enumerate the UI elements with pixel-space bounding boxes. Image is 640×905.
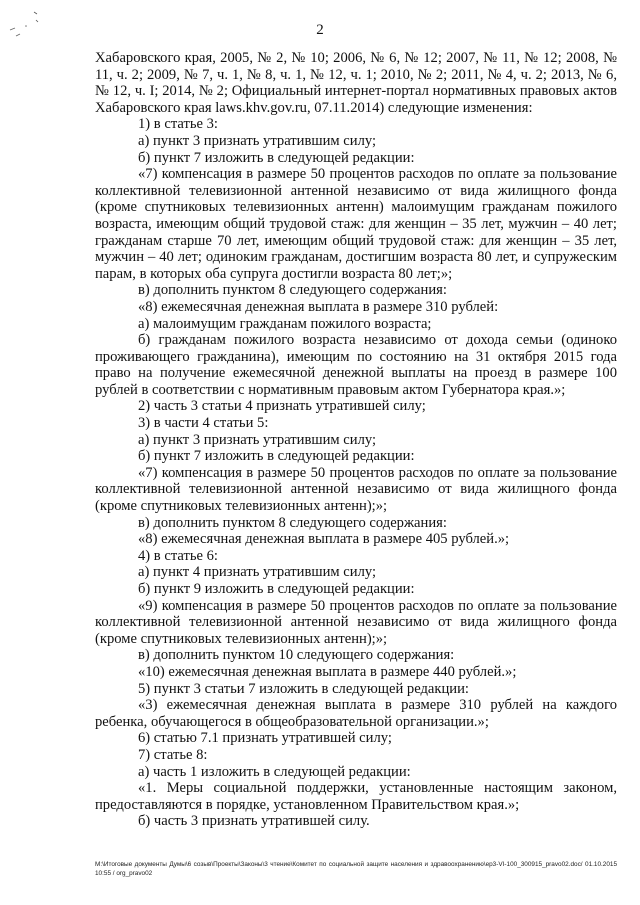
paragraph: «10) ежемесячная денежная выплата в размере 440 рублей.»; [138,663,517,680]
paragraph: «7) компенсация в размере 50 процентов расходов по оплате за пользование коллективной телевизионной антенной независимо от вида жилищного фонда (кроме спутниковых телевизионных антенн);»; [95,464,617,515]
page-number: 2 [316,22,324,38]
paragraph: б) пункт 7 изложить в следующей редакции: [138,448,415,465]
paragraph: Хабаровского края, 2005, № 2, № 10; 2006, № 6, № 12; 2007, № 11, № 12; 2008, № 11, ч. 2; 2009, № 7, ч. 1, № 8, ч. 1, № 12, ч. 1; 2010, № 2; 2011, № 4, ч. 2; 2013, № 6, № 12, ч. I; 2014, № 2; Официальный интернет-портал нормативных правовых актов Хабаровского края laws.khv.gov.ru, 07.11.2014) следующие изменения: [95,50,617,116]
file-path-footer: M:\Итоговые документы Думы\6 созыв\Проекты\Законы\3 чтение\Комитет по социальной защите населения и здравоохранению\ep3-VI-100_300915_pravo02.doc/ 01.10.2015 10:55 / org_pravo02 [95,861,617,877]
paragraph: а) пункт 3 признать утратившим силу; [138,431,377,448]
paragraph: в) дополнить пунктом 10 следующего содержания: [138,647,455,664]
paragraph: 1) в статье 3: [138,116,218,133]
paragraph: 7) статье 8: [138,746,208,763]
paragraph: 3) в части 4 статьи 5: [138,415,269,432]
paragraph: «3) ежемесячная денежная выплата в размере 310 рублей на каждого ребенка, обучающегося в общеобразовательной организации.»; [95,697,617,730]
paragraph: б) пункт 7 изложить в следующей редакции: [138,149,415,166]
paragraph: а) пункт 3 признать утратившим силу; [138,132,377,149]
paragraph: «8) ежемесячная денежная выплата в размере 405 рублей.»; [138,531,510,548]
paragraph: а) малоимущим гражданам пожилого возраста; [138,315,432,332]
paragraph: 6) статью 7.1 признать утратившей силу; [138,730,392,747]
paragraph: «9) компенсация в размере 50 процентов расходов по оплате за пользование коллективной телевизионной антенной независимо от вида жилищного фонда (кроме спутниковых телевизионных антенн);»; [95,597,617,647]
paragraph: 4) в статье 6: [138,547,218,564]
paragraph: а) пункт 4 признать утратившим силу; [138,564,377,581]
paragraph: б) гражданам пожилого возраста независимо от дохода семьи (одиноко проживающего гражданина), имеющим по состоянию на 31 октября 2015 года право на получение ежемесячной денежной выплаты на проезд в размере 100 рублей в соответствии с нормативным правовым актом Губернатора края.»; [95,332,617,398]
paragraph: «7) компенсация в размере 50 процентов расходов по оплате за пользование коллективной телевизионной антенной независимо от вида жилищного фонда (кроме спутниковых телевизионных антенн) малоимущим гражданам пожилого возраста, имеющим общий трудовой стаж: для женщин – 35 лет, мужчин – 40 лет; гражданам старше 70 лет, имеющим общий трудовой стаж: для женщин – 35 лет, мужчин – 40 лет; одиноким гражданам, достигшим возраста 80 лет, и супружеским парам, в которых оба супруга достигли возраста 80 лет;»; [95,166,617,282]
paragraph: б) пункт 9 изложить в следующей редакции: [138,581,415,597]
paragraph: в) дополнить пунктом 8 следующего содержания: [138,514,447,531]
paragraph: «1. Меры социальной поддержки, установленные настоящим законом, предоставляются в порядке, установленном Правительством края.»; [95,780,617,813]
paragraph: а) часть 1 изложить в следующей редакции: [138,763,411,780]
paragraph: «8) ежемесячная денежная выплата в размере 310 рублей: [138,298,499,315]
document-body [95,50,617,830]
paragraph: 5) пункт 3 статьи 7 изложить в следующей редакции: [138,680,469,697]
paragraph: 2) часть 3 статьи 4 признать утратившей силу; [138,398,426,415]
paragraph: в) дополнить пунктом 8 следующего содержания: [138,282,447,299]
paragraph: б) часть 3 признать утратившей силу. [138,813,370,830]
